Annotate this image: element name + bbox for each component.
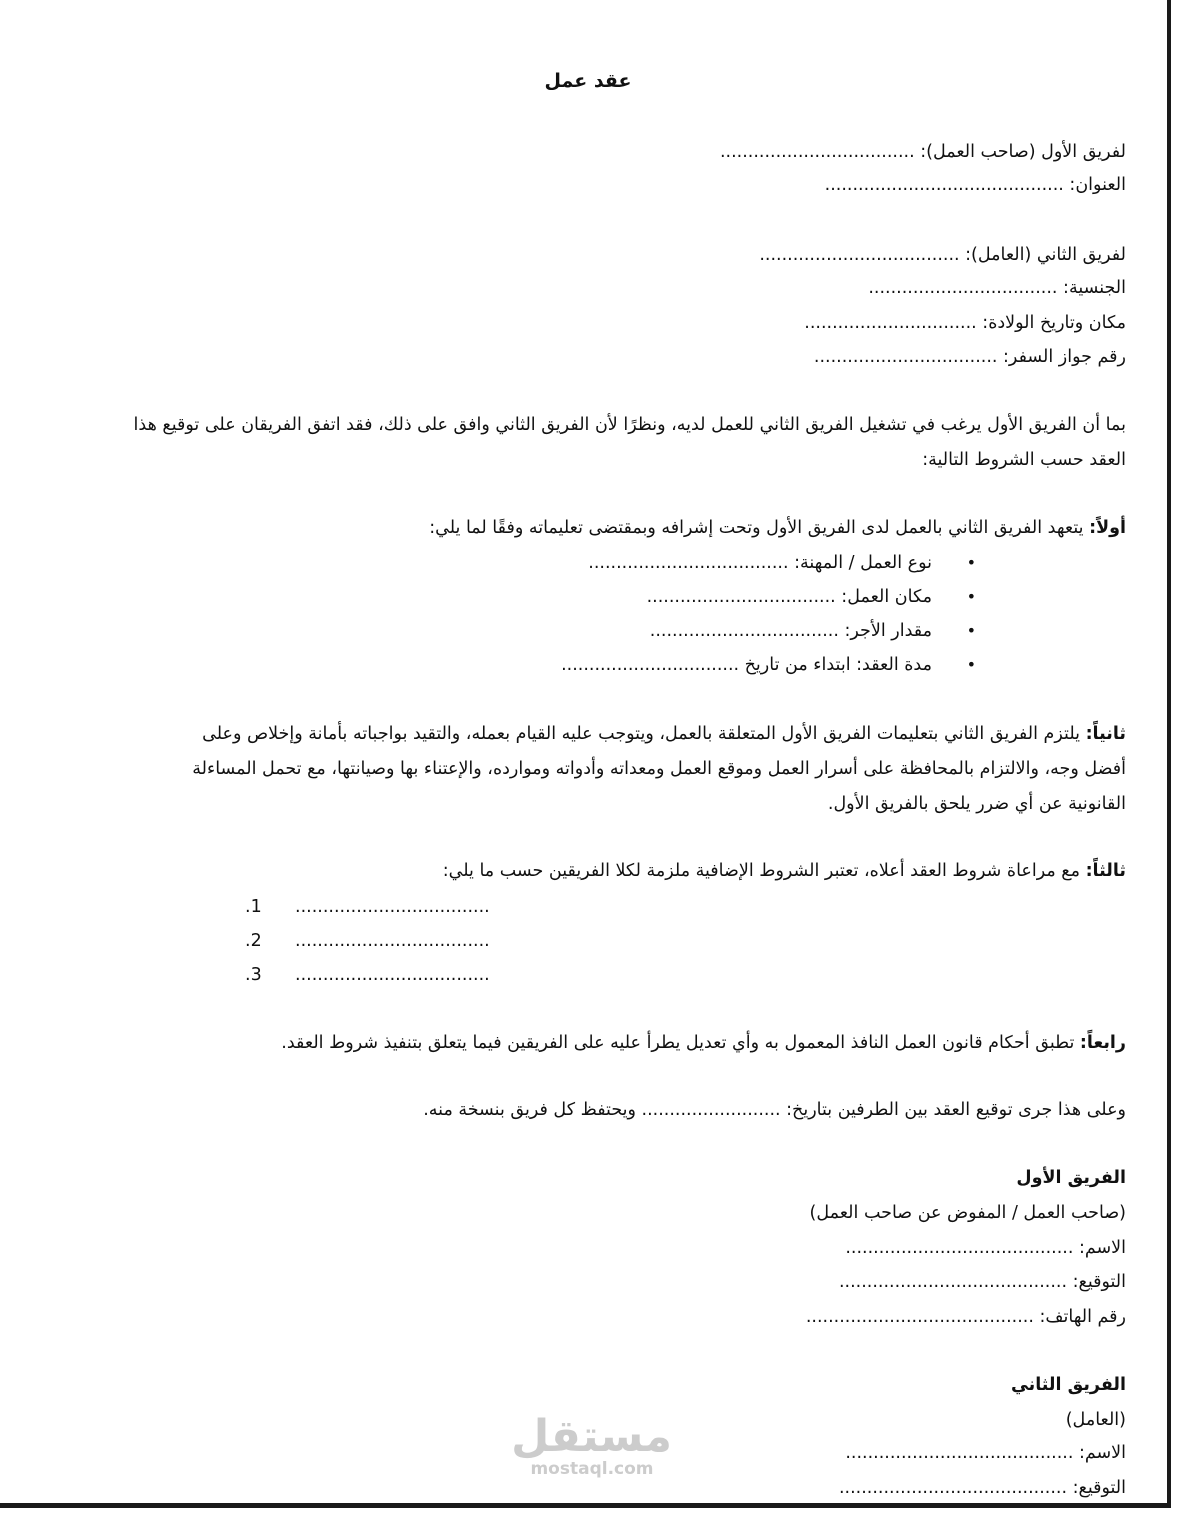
clause-third-text: مع مراعاة شروط العقد أعلاه، تعتبر الشروط الإضافية ملزمة لكلا الفريقين حسب ما يلي: — [442, 861, 1080, 881]
clause-fourth-label: رابعاً: — [1079, 1033, 1126, 1053]
clause-second-line-3: القانونية عن أي ضرر يلحق بالفريق الأول. — [827, 794, 1126, 814]
party1-employer-line: لفريق الأول (صاحب العمل): ................................... — [719, 142, 1126, 162]
clause-first-item-4: مدة العقد: ابتداء من تاريخ ................................ — [561, 655, 932, 675]
clause-fourth-text: تطبق أحكام قانون العمل النافذ المعمول به وأي تعديل يطرأ عليه على الفريقين فيما يتعلق بتنفيذ شروط العقد. — [281, 1033, 1075, 1053]
sign2-name-field: الاسم: ......................................... — [845, 1443, 1126, 1463]
closing-statement: وعلى هذا جرى توقيع العقد بين الطرفين بتاريخ: ......................... ويحتفظ كل فريق بنسخة منه. — [423, 1100, 1126, 1120]
party2-worker-line: لفريق الثاني (العامل): .................................... — [759, 245, 1126, 265]
watermark-latin: mostaql.com — [530, 1459, 654, 1479]
party1-address-line: العنوان: ........................................... — [824, 175, 1126, 195]
bullet-dot: • — [966, 587, 976, 606]
bullet-dot: • — [966, 621, 976, 640]
clause-first-item-3: مقدار الأجر: .................................. — [649, 621, 932, 641]
sign2-role: (العامل) — [1065, 1410, 1126, 1430]
sign1-signature-field: التوقيع: ......................................... — [838, 1272, 1126, 1292]
numbered-item-number: 1. — [245, 897, 262, 917]
sign1-phone-field: رقم الهاتف: ......................................... — [805, 1307, 1126, 1327]
sign2-signature-field: التوقيع: ......................................... — [838, 1478, 1126, 1498]
bullet-dot: • — [966, 553, 976, 572]
clause-fourth — [281, 1031, 1126, 1055]
clause-first-item-1: نوع العمل / المهنة: .................................... — [588, 553, 932, 573]
intro-line-1: بما أن الفريق الأول يرغب في تشغيل الفريق الثاني للعمل لديه، ونظرًا لأن الفريق الثاني وافق على ذلك، فقد اتفق الفريقان على توقيع هذا — [133, 415, 1126, 435]
numbered-item-number: 3. — [245, 965, 262, 985]
sign1-name-field: الاسم: ......................................... — [845, 1238, 1126, 1258]
numbered-item-dots: ................................... — [295, 965, 490, 985]
party2-passport-line: رقم جواز السفر: ................................. — [813, 347, 1126, 367]
clause-third-label: ثالثاً: — [1085, 861, 1126, 881]
sign1-role: (صاحب العمل / المفوض عن صاحب العمل) — [809, 1203, 1126, 1223]
watermark-arabic: مستقل — [511, 1411, 672, 1462]
clause-second-line-1 — [202, 722, 1126, 746]
clause-first — [429, 516, 1126, 540]
clause-first-label: أولاً: — [1089, 518, 1126, 538]
numbered-item-dots: ................................... — [295, 931, 490, 951]
party2-birth-line: مكان وتاريخ الولادة: ............................... — [804, 313, 1126, 333]
clause-second-text-1: يلتزم الفريق الثاني بتعليمات الفريق الأول المتعلقة بالعمل، ويتوجب عليه القيام بعمله، والتقيد بواجباته بأمانة وإخلاص وعلى — [202, 724, 1080, 744]
sign2-heading: الفريق الثاني — [1010, 1375, 1126, 1395]
clause-second-line-2: أفضل وجه، والالتزام بالمحافظة على أسرار العمل وموقع العمل ومعداته وأدواته وموارده، والإعتناء بها وصيانتها، مع تحمل المساءلة — [192, 759, 1126, 779]
numbered-item-number: 2. — [245, 931, 262, 951]
clause-third — [443, 859, 1126, 883]
intro-line-2: العقد حسب الشروط التالية: — [922, 450, 1126, 470]
party2-nationality-line: الجنسية: .................................. — [868, 278, 1126, 298]
clause-first-text: يتعهد الفريق الثاني بالعمل لدى الفريق الأول وتحت إشرافه وبمقتضى تعليماته وفقًا لما يلي: — [429, 518, 1084, 538]
sign1-heading: الفريق الأول — [1016, 1168, 1126, 1188]
clause-second-label: ثانياً: — [1085, 724, 1126, 744]
numbered-item-dots: ................................... — [295, 897, 490, 917]
clause-first-item-2: مكان العمل: .................................. — [646, 587, 932, 607]
document-title: عقد عمل — [544, 70, 632, 92]
contract-body — [50, 0, 1126, 1508]
bullet-dot: • — [966, 655, 976, 674]
mostaql-watermark — [511, 1411, 672, 1479]
